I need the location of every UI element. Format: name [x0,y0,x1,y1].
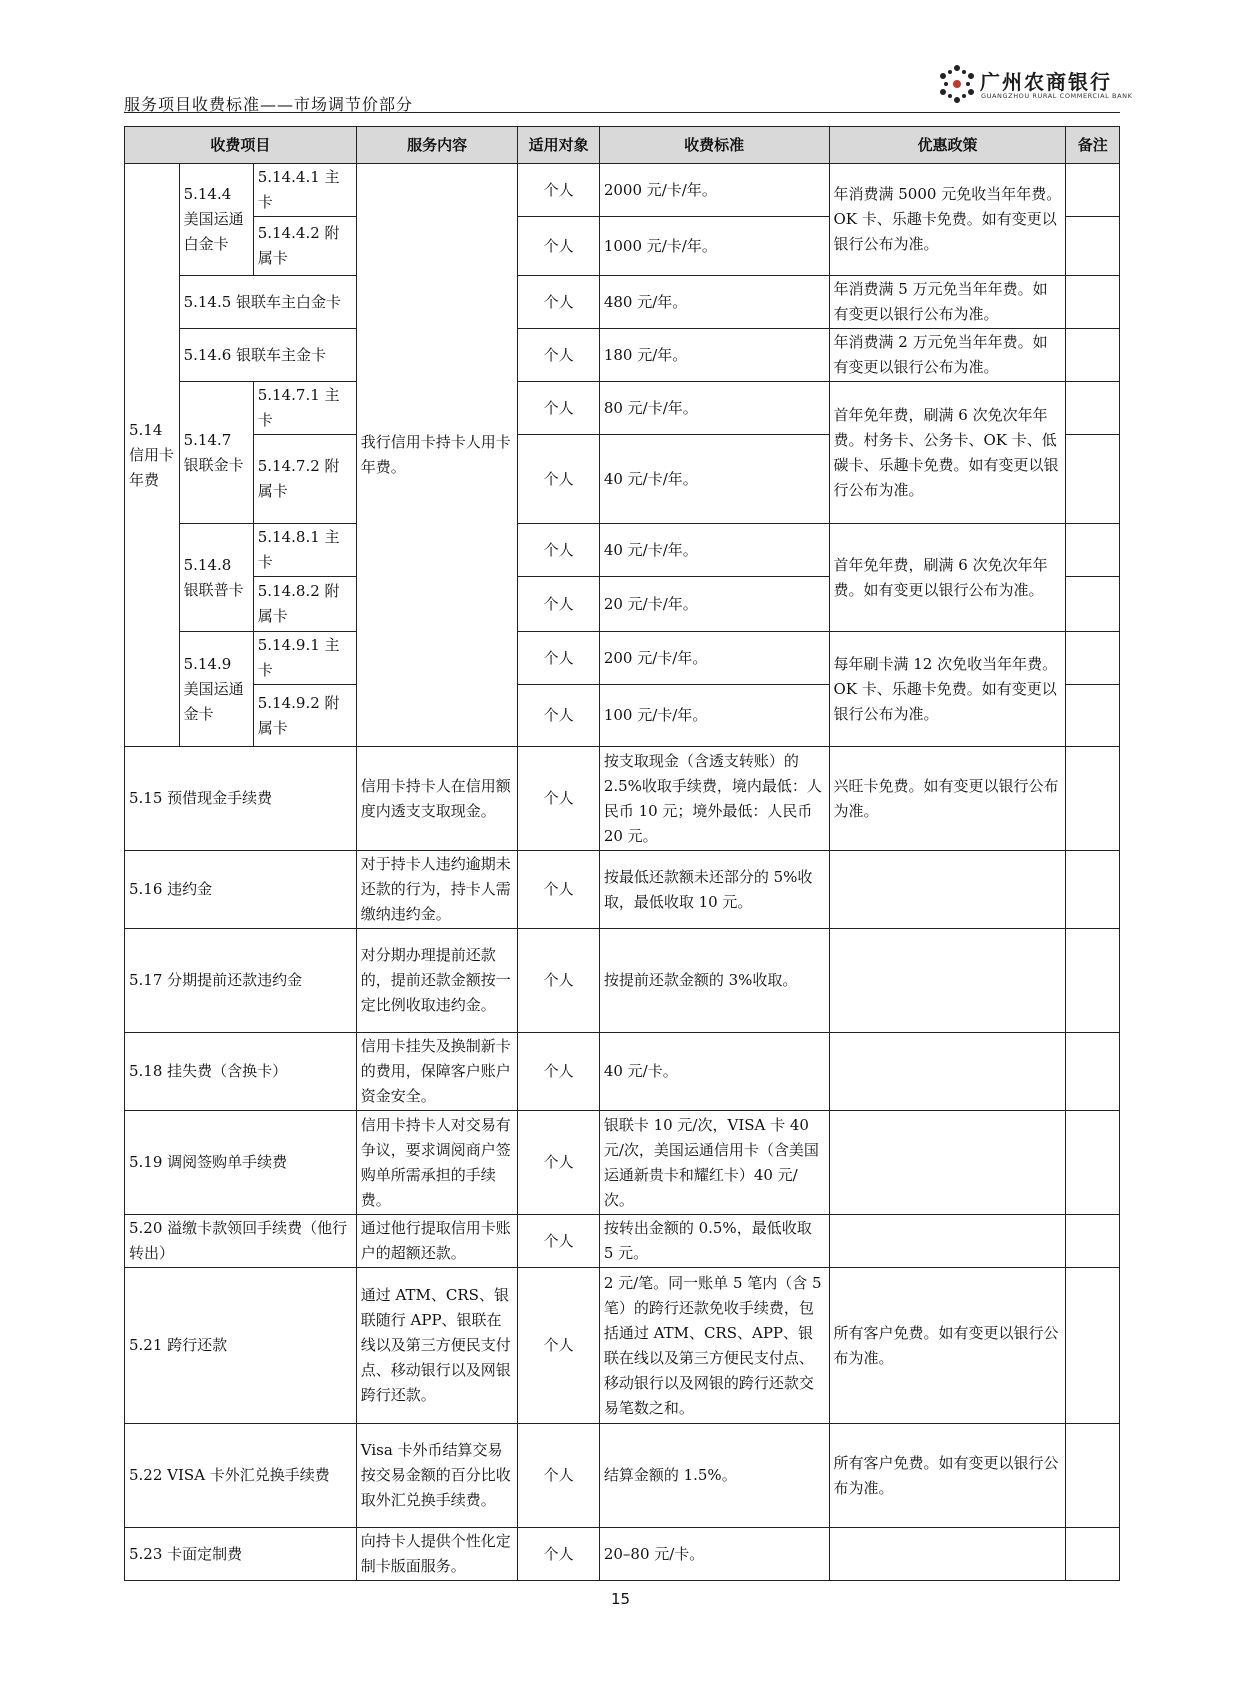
column-header-discount: 优惠政策 [829,127,1066,164]
service-cell: 信用卡持卡人在信用额度内透支支取现金。 [356,747,518,851]
table-row [125,1268,1120,1424]
table-header-row [125,127,1120,164]
standard-cell: 按转出金额的 0.5%，最低收取 5 元。 [599,1215,829,1268]
sub-item-label: 5.14.9.1 主卡 [253,632,356,685]
standard-cell: 2 元/笔。同一账单 5 笔内（含 5 笔）的跨行还款免收手续费，包括通过 ATM、CRS、APP、银联在线以及第三方便民支付点、移动银行以及网银的跨行还款交易笔数之和。 [599,1268,829,1424]
column-header-remark: 备注 [1066,127,1120,164]
sub-item-label: 5.14.4.2 附属卡 [253,217,356,276]
table-row [125,164,1120,217]
remark-cell [1066,435,1120,524]
card-label-5-14-4: 5.14.4 美国运通白金卡 [179,164,253,276]
card-label-5-14-7: 5.14.7 银联金卡 [179,382,253,524]
logo-bank-name: 广州农商银行 [980,70,1112,94]
discount-cell: 年消费满 5 万元免当年年费。如有变更以银行公布为准。 [829,276,1066,329]
discount-cell [829,851,1066,929]
column-header-target: 适用对象 [518,127,599,164]
sub-item-label: 5.14.8.1 主卡 [253,524,356,577]
target-cell: 个人 [518,1033,599,1111]
service-cell: 对于持卡人违约逾期未还款的行为，持卡人需缴纳违约金。 [356,851,518,929]
card-label-5-14-9: 5.14.9 美国运通金卡 [179,632,253,747]
sub-item-label: 5.14.7.2 附属卡 [253,435,356,524]
remark-cell [1066,217,1120,276]
item-5-14-label: 5.14 信用卡年费 [125,164,180,747]
standard-cell: 20–80 元/卡。 [599,1528,829,1581]
remark-cell [1066,1111,1120,1215]
item-cell: 5.23 卡面定制费 [125,1528,357,1581]
target-cell: 个人 [518,524,599,577]
item-cell: 5.15 预借现金手续费 [125,747,357,851]
target-cell: 个人 [518,929,599,1033]
remark-cell [1066,382,1120,435]
flower-logo-icon [938,62,976,106]
sub-item-label: 5.14.8.2 附属卡 [253,577,356,632]
fee-cell: 480 元/年。 [599,276,829,329]
remark-cell [1066,1215,1120,1268]
service-cell: 信用卡挂失及换制新卡的费用，保障客户账户资金安全。 [356,1033,518,1111]
remark-cell [1066,164,1120,217]
table-row [125,929,1120,1033]
table-row [125,1111,1120,1215]
standard-cell: 结算金额的 1.5%。 [599,1424,829,1528]
table-row [125,1215,1120,1268]
discount-cell [829,1111,1066,1215]
discount-cell: 所有客户免费。如有变更以银行公布为准。 [829,1424,1066,1528]
table-row [125,747,1120,851]
service-cell: Visa 卡外币结算交易按交易金额的百分比收取外汇兑换手续费。 [356,1424,518,1528]
discount-cell: 每年刷卡满 12 次免收当年年费。OK 卡、乐趣卡免费。如有变更以银行公布为准。 [829,632,1066,747]
discount-cell: 首年免年费，刷满 6 次免次年年费。村务卡、公务卡、OK 卡、低碳卡、乐趣卡免费。如有变更以银行公布为准。 [829,382,1066,524]
service-5-14: 我行信用卡持卡人用卡年费。 [356,164,518,747]
remark-cell [1066,1268,1120,1424]
remark-cell [1066,685,1120,747]
remark-cell [1066,329,1120,382]
discount-cell: 兴旺卡免费。如有变更以银行公布为准。 [829,747,1066,851]
table-row [125,632,1120,685]
target-cell: 个人 [518,1268,599,1424]
target-cell: 个人 [518,382,599,435]
service-cell: 向持卡人提供个性化定制卡版面服务。 [356,1528,518,1581]
discount-cell: 年消费满 5000 元免收当年年费。OK 卡、乐趣卡免费。如有变更以银行公布为准。 [829,164,1066,276]
remark-cell [1066,929,1120,1033]
fee-cell: 200 元/卡/年。 [599,632,829,685]
target-cell: 个人 [518,632,599,685]
remark-cell [1066,276,1120,329]
discount-cell [829,1528,1066,1581]
table-row [125,1528,1120,1581]
card-label-5-14-8: 5.14.8 银联普卡 [179,524,253,632]
fee-cell: 40 元/卡/年。 [599,435,829,524]
logo-bank-english-name: GUANGZHOU RURAL COMMERCIAL BANK [981,92,1133,100]
discount-cell: 所有客户免费。如有变更以银行公布为准。 [829,1268,1066,1424]
remark-cell [1066,1424,1120,1528]
discount-cell [829,929,1066,1033]
item-cell: 5.20 溢缴卡款领回手续费（他行转出） [125,1215,357,1268]
card-label-5-14-5: 5.14.5 银联车主白金卡 [179,276,356,329]
remark-cell [1066,1528,1120,1581]
bank-logo [938,62,1133,110]
target-cell: 个人 [518,577,599,632]
discount-cell: 年消费满 2 万元免当年年费。如有变更以银行公布为准。 [829,329,1066,382]
remark-cell [1066,577,1120,632]
remark-cell [1066,851,1120,929]
target-cell: 个人 [518,329,599,382]
column-header-item: 收费项目 [125,127,357,164]
item-cell: 5.16 违约金 [125,851,357,929]
service-cell: 对分期办理提前还款的，提前还款金额按一定比例收取违约金。 [356,929,518,1033]
fee-cell: 80 元/卡/年。 [599,382,829,435]
standard-cell: 40 元/卡。 [599,1033,829,1111]
item-cell: 5.22 VISA 卡外汇兑换手续费 [125,1424,357,1528]
table-row [125,524,1120,577]
discount-cell [829,1215,1066,1268]
target-cell: 个人 [518,747,599,851]
table-row [125,276,1120,329]
target-cell: 个人 [518,435,599,524]
item-cell: 5.21 跨行还款 [125,1268,357,1424]
column-header-standard: 收费标准 [599,127,829,164]
target-cell: 个人 [518,276,599,329]
remark-cell [1066,1033,1120,1111]
standard-cell: 按支取现金（含透支转账）的 2.5%收取手续费，境内最低：人民币 10 元；境外最低：人民币 20 元。 [599,747,829,851]
fee-cell: 100 元/卡/年。 [599,685,829,747]
target-cell: 个人 [518,217,599,276]
fee-cell: 20 元/卡/年。 [599,577,829,632]
standard-cell: 按提前还款金额的 3%收取。 [599,929,829,1033]
standard-cell: 银联卡 10 元/次，VISA 卡 40 元/次，美国运通信用卡（含美国运通新贵卡和耀红卡）40 元/次。 [599,1111,829,1215]
target-cell: 个人 [518,851,599,929]
standard-cell: 按最低还款额未还部分的 5%收取，最低收取 10 元。 [599,851,829,929]
service-cell: 通过 ATM、CRS、银联随行 APP、银联在线以及第三方便民支付点、移动银行以及网银跨行还款。 [356,1268,518,1424]
target-cell: 个人 [518,164,599,217]
table-row [125,1033,1120,1111]
sub-item-label: 5.14.4.1 主卡 [253,164,356,217]
sub-item-label: 5.14.9.2 附属卡 [253,685,356,747]
table-row [125,1424,1120,1528]
table-row [125,851,1120,929]
target-cell: 个人 [518,1215,599,1268]
table-row [125,329,1120,382]
card-label-5-14-6: 5.14.6 银联车主金卡 [179,329,356,382]
header-divider [124,112,1120,113]
fee-cell: 1000 元/卡/年。 [599,217,829,276]
fee-cell: 180 元/年。 [599,329,829,382]
item-cell: 5.19 调阅签购单手续费 [125,1111,357,1215]
page-number: 15 [610,1590,631,1608]
fee-cell: 2000 元/卡/年。 [599,164,829,217]
fee-table [124,126,1120,1581]
service-cell: 通过他行提取信用卡账户的超额还款。 [356,1215,518,1268]
table-row [125,382,1120,435]
target-cell: 个人 [518,1111,599,1215]
remark-cell [1066,747,1120,851]
target-cell: 个人 [518,1528,599,1581]
item-cell: 5.18 挂失费（含换卡） [125,1033,357,1111]
column-header-service: 服务内容 [356,127,518,164]
sub-item-label: 5.14.7.1 主卡 [253,382,356,435]
target-cell: 个人 [518,685,599,747]
discount-cell: 首年免年费，刷满 6 次免次年年费。如有变更以银行公布为准。 [829,524,1066,632]
discount-cell [829,1033,1066,1111]
page-header-title: 服务项目收费标准——市场调节价部分 [124,95,414,114]
fee-cell: 40 元/卡/年。 [599,524,829,577]
remark-cell [1066,632,1120,685]
remark-cell [1066,524,1120,577]
item-cell: 5.17 分期提前还款违约金 [125,929,357,1033]
service-cell: 信用卡持卡人对交易有争议，要求调阅商户签购单所需承担的手续费。 [356,1111,518,1215]
target-cell: 个人 [518,1424,599,1528]
